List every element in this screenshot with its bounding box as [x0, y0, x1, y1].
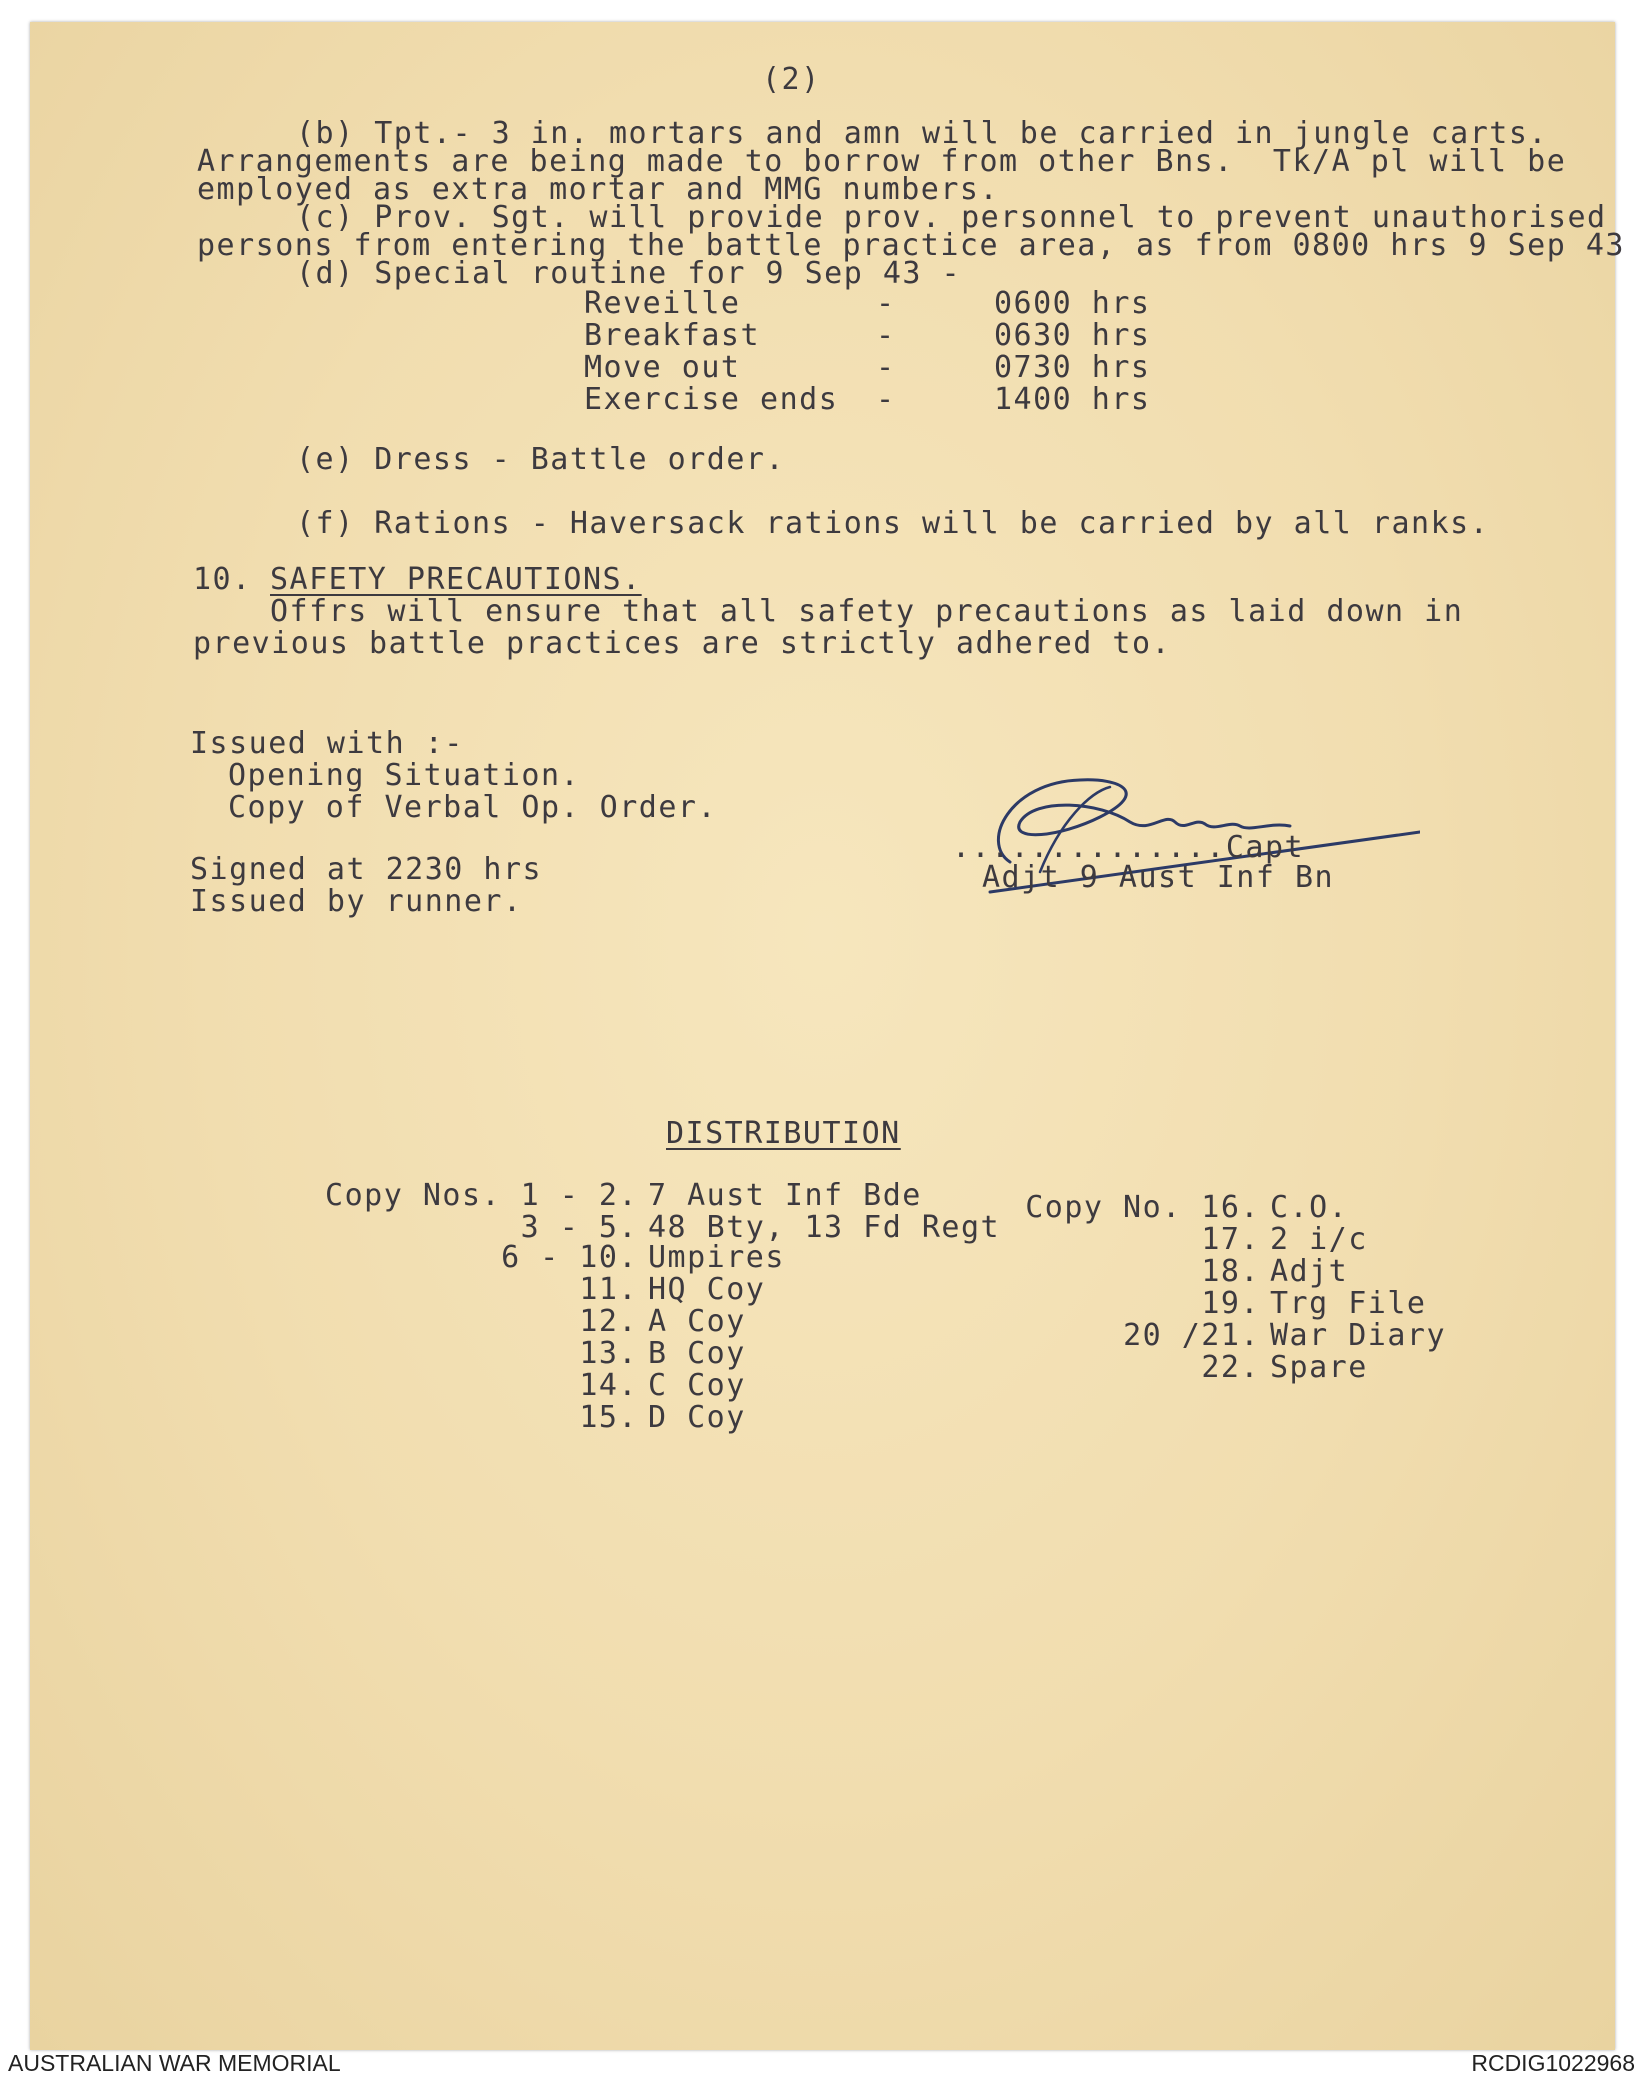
footer-record-id: RCDIG1022968 — [1471, 2050, 1635, 2076]
routine-event: Breakfast — [584, 318, 761, 353]
copy-number: 13. — [579, 1336, 638, 1371]
routine-event: Reveille — [584, 286, 741, 321]
para-c-line-1: (c) Prov. Sgt. will provide prov. personnel to prevent unauthorised — [296, 200, 1607, 235]
copy-recipient: War Diary — [1270, 1318, 1447, 1353]
routine-time: 1400 hrs — [994, 382, 1151, 417]
copy-recipient: Trg File — [1270, 1286, 1427, 1321]
routine-dash: - — [876, 286, 896, 321]
copy-number: 18. — [1201, 1254, 1260, 1289]
para-b-line-3: employed as extra mortar and MMG numbers. — [197, 172, 1000, 207]
routine-time: 0630 hrs — [994, 318, 1151, 353]
copy-recipient: 48 Bty, 13 Fd Regt — [648, 1210, 1001, 1245]
issued-heading: Issued with :- — [190, 726, 464, 761]
copy-number: Copy Nos. 1 - 2. — [325, 1178, 638, 1213]
copy-number: 11. — [579, 1272, 638, 1307]
safety-line-2: previous battle practices are strictly adhered to. — [193, 626, 1172, 661]
para-f-rations: (f) Rations - Haversack rations will be carried by all ranks. — [296, 506, 1490, 541]
copy-recipient: B Coy — [648, 1336, 746, 1371]
distribution-heading: DISTRIBUTION — [666, 1116, 901, 1151]
para-c-line-2: persons from entering the battle practice area, as from 0800 hrs 9 Sep 43 — [197, 228, 1625, 263]
copy-number: 14. — [579, 1368, 638, 1403]
para-e-dress: (e) Dress - Battle order. — [296, 442, 786, 477]
copy-number: 3 - 5. — [520, 1210, 638, 1245]
copy-recipient: 7 Aust Inf Bde — [648, 1178, 922, 1213]
page-number: (2) — [762, 62, 821, 97]
copy-recipient: C.O. — [1270, 1190, 1349, 1225]
copy-recipient: D Coy — [648, 1400, 746, 1435]
copy-number: 15. — [579, 1400, 638, 1435]
section-number: 10. — [193, 562, 252, 597]
routine-time: 0730 hrs — [994, 350, 1151, 385]
copy-number: 12. — [579, 1304, 638, 1339]
safety-line-1: Offrs will ensure that all safety precautions as laid down in — [270, 594, 1464, 629]
para-b-line-2: Arrangements are being made to borrow from other Bns. Tk/A pl will be — [197, 144, 1567, 179]
routine-dash: - — [876, 350, 896, 385]
signed-time: Signed at 2230 hrs — [190, 852, 543, 887]
routine-dash: - — [876, 318, 896, 353]
copy-number: 22. — [1201, 1350, 1260, 1385]
footer-credit: AUSTRALIAN WAR MEMORIAL — [8, 2050, 341, 2076]
copy-number: 20 /21. — [1123, 1318, 1260, 1353]
routine-time: 0600 hrs — [994, 286, 1151, 321]
signature-rank-line: ..............Capt — [952, 830, 1305, 865]
copy-number: 19. — [1201, 1286, 1260, 1321]
copy-recipient: Adjt — [1270, 1254, 1349, 1289]
copy-number: 6 - 10. — [501, 1240, 638, 1275]
signature-appointment: Adjt 9 Aust Inf Bn — [982, 860, 1335, 895]
copy-recipient: A Coy — [648, 1304, 746, 1339]
copy-recipient: HQ Coy — [648, 1272, 766, 1307]
copy-recipient: Spare — [1270, 1350, 1368, 1385]
issued-item: Opening Situation. — [228, 758, 581, 793]
routine-dash: - — [876, 382, 896, 417]
routine-event: Exercise ends — [584, 382, 839, 417]
issued-item: Copy of Verbal Op. Order. — [228, 790, 718, 825]
routine-event: Move out — [584, 350, 741, 385]
para-b-line-1: (b) Tpt.- 3 in. mortars and amn will be carried in jungle carts. — [296, 116, 1548, 151]
section-heading: SAFETY PRECAUTIONS. — [270, 562, 642, 597]
para-d-heading: (d) Special routine for 9 Sep 43 - — [296, 256, 962, 291]
copy-number: Copy No. 16. — [1025, 1190, 1260, 1225]
copy-recipient: 2 i/c — [1270, 1222, 1368, 1257]
copy-recipient: Umpires — [648, 1240, 785, 1275]
copy-number: 17. — [1201, 1222, 1260, 1257]
issued-by: Issued by runner. — [190, 884, 523, 919]
copy-recipient: C Coy — [648, 1368, 746, 1403]
document-page — [30, 22, 1625, 2050]
